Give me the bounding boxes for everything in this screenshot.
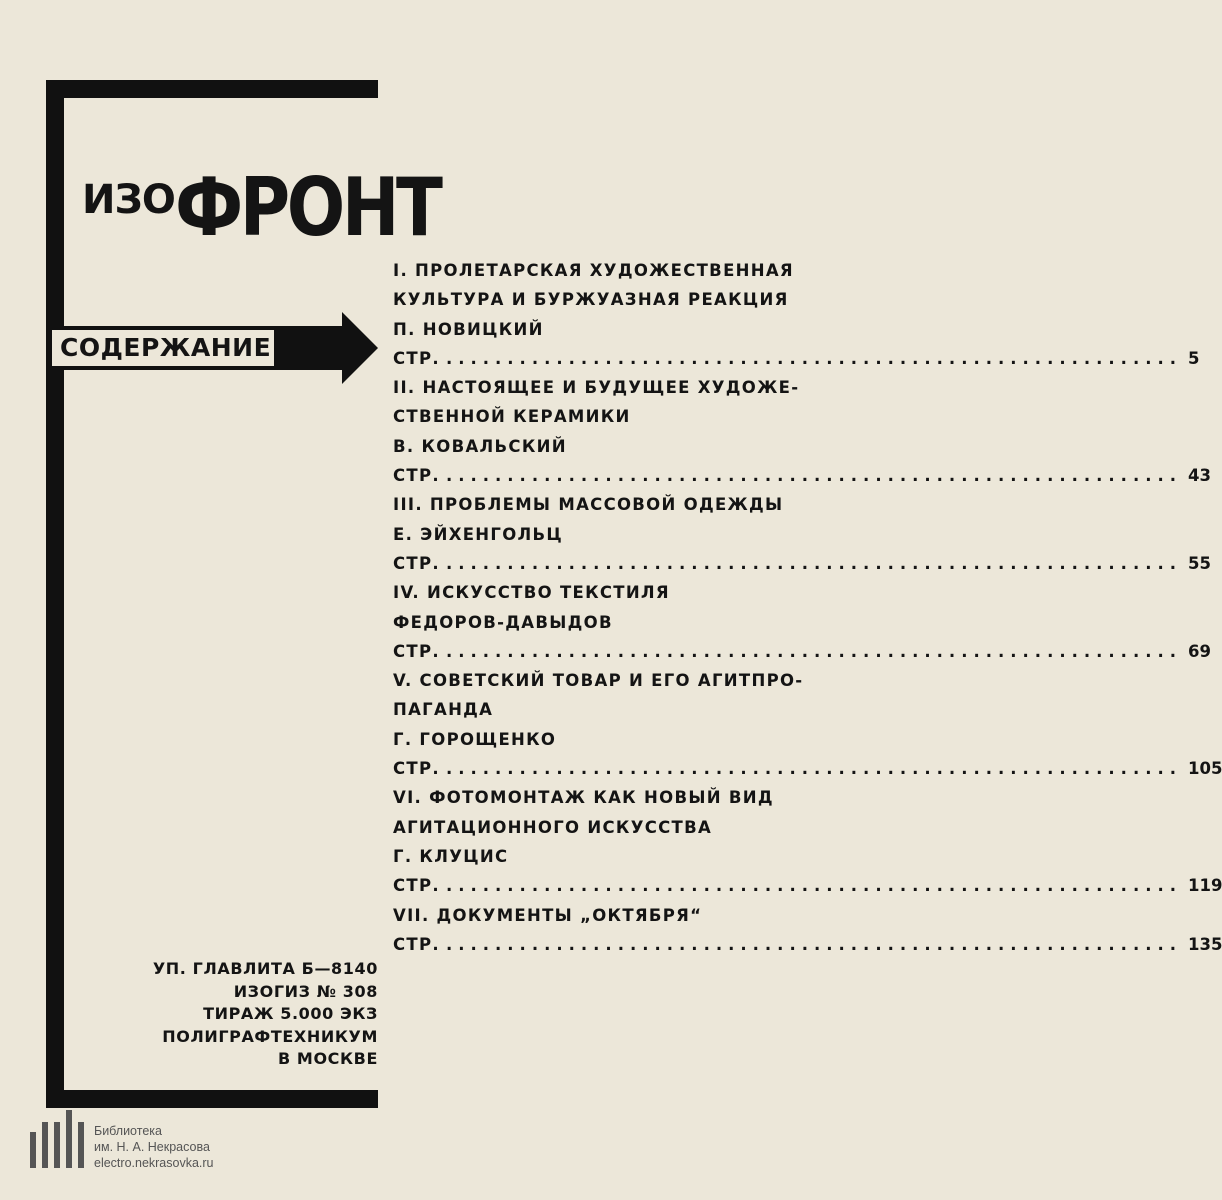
title-prefix: ИЗО	[82, 177, 175, 223]
page-number: 69	[1188, 641, 1211, 661]
toc-page-line	[393, 871, 1222, 900]
toc-page-line	[393, 754, 1222, 783]
dot-leader: ............................................................	[445, 348, 1183, 368]
imprint-line: ИЗОГИЗ № 308	[233, 981, 378, 1001]
contents-heading: СОДЕРЖАНИЕ	[52, 326, 274, 370]
imprint-block	[153, 958, 378, 1071]
toc-entry-line: III. ПРОБЛЕМЫ МАССОВОЙ ОДЕЖДЫ	[393, 495, 784, 515]
dot-leader: ............................................................	[445, 553, 1183, 573]
page-number: 135	[1188, 934, 1222, 954]
toc-entry-line: Г. КЛУЦИС	[393, 846, 509, 866]
toc-page-line	[393, 637, 1211, 666]
imprint-line: В МОСКВЕ	[277, 1049, 378, 1068]
toc-entry-line: АГИТАЦИОННОГО ИСКУССТВА	[393, 817, 713, 837]
library-credit	[94, 1123, 214, 1171]
page-number: 43	[1188, 466, 1211, 486]
page-label: СТР.	[393, 876, 440, 896]
toc-entry-line: IV. ИСКУССТВО ТЕКСТИЛЯ	[393, 583, 670, 603]
toc-entry-line: КУЛЬТУРА И БУРЖУАЗНАЯ РЕАКЦИЯ	[393, 290, 789, 310]
dot-leader: ............................................................	[445, 876, 1183, 896]
page-label: СТР.	[393, 934, 440, 954]
dot-leader: ............................................................	[445, 466, 1183, 486]
dot-leader: ............................................................	[445, 759, 1183, 779]
page-number: 105	[1188, 759, 1222, 779]
toc-entry-line: СТВЕННОЙ КЕРАМИКИ	[393, 407, 631, 427]
toc-entry-line: II. НАСТОЯЩЕЕ И БУДУЩЕЕ ХУДОЖЕ-	[393, 378, 800, 398]
frame-left-bar	[46, 80, 64, 1108]
toc-page-line	[393, 930, 1222, 959]
toc-entry-line: П. НОВИЦКИЙ	[393, 319, 544, 339]
toc-page-line	[393, 344, 1200, 373]
page-label: СТР.	[393, 553, 440, 573]
frame-bottom-bar	[46, 1090, 378, 1108]
title-main: ФРОНТ	[174, 161, 440, 254]
frame-top-bar	[46, 80, 378, 98]
table-of-contents	[393, 256, 1222, 959]
dot-leader: ............................................................	[445, 641, 1183, 661]
library-url[interactable]: electro.nekrasovka.ru	[94, 1156, 214, 1170]
arrow-head-icon	[342, 312, 378, 384]
toc-entry-line: ФЕДОРОВ-ДАВЫДОВ	[393, 612, 613, 632]
toc-entry-line: Г. ГОРОЩЕНКО	[393, 729, 557, 749]
library-dedication: им. Н. А. Некрасова	[94, 1140, 210, 1154]
library-bars-icon	[30, 1110, 86, 1168]
page-label: СТР.	[393, 641, 440, 661]
toc-entry-line: ПАГАНДА	[393, 700, 494, 720]
toc-entry-line: VI. ФОТОМОНТАЖ КАК НОВЫЙ ВИД	[393, 788, 774, 808]
toc-entry-line: I. ПРОЛЕТАРСКАЯ ХУДОЖЕСТВЕННАЯ	[393, 261, 794, 280]
library-name: Библиотека	[94, 1124, 162, 1138]
toc-entry-line: Е. ЭЙХЕНГОЛЬЦ	[393, 524, 564, 544]
toc-page-line	[393, 461, 1211, 490]
toc-entry-line: V. СОВЕТСКИЙ ТОВАР И ЕГО АГИТПРО-	[393, 671, 804, 691]
imprint-line: ТИРАЖ 5.000 ЭКЗ	[203, 1004, 378, 1023]
toc-page-line	[393, 549, 1211, 578]
page-number: 5	[1188, 348, 1200, 368]
imprint-line: УП. ГЛАВЛИТА Б—8140	[152, 959, 378, 978]
imprint-line: ПОЛИГРАФТЕХНИКУМ	[162, 1026, 378, 1046]
arrow-right-icon	[274, 326, 346, 370]
page-label: СТР.	[393, 348, 440, 368]
page-label: СТР.	[393, 759, 440, 779]
page-number: 55	[1188, 553, 1211, 573]
dot-leader: ............................................................	[445, 934, 1183, 954]
page-label: СТР.	[393, 466, 440, 486]
toc-entry-line: В. КОВАЛЬСКИЙ	[393, 436, 567, 456]
toc-entry-line: VII. ДОКУМЕНТЫ „ОКТЯБРЯ“	[393, 905, 703, 925]
page-number: 119	[1188, 876, 1222, 896]
magazine-title	[82, 161, 482, 254]
